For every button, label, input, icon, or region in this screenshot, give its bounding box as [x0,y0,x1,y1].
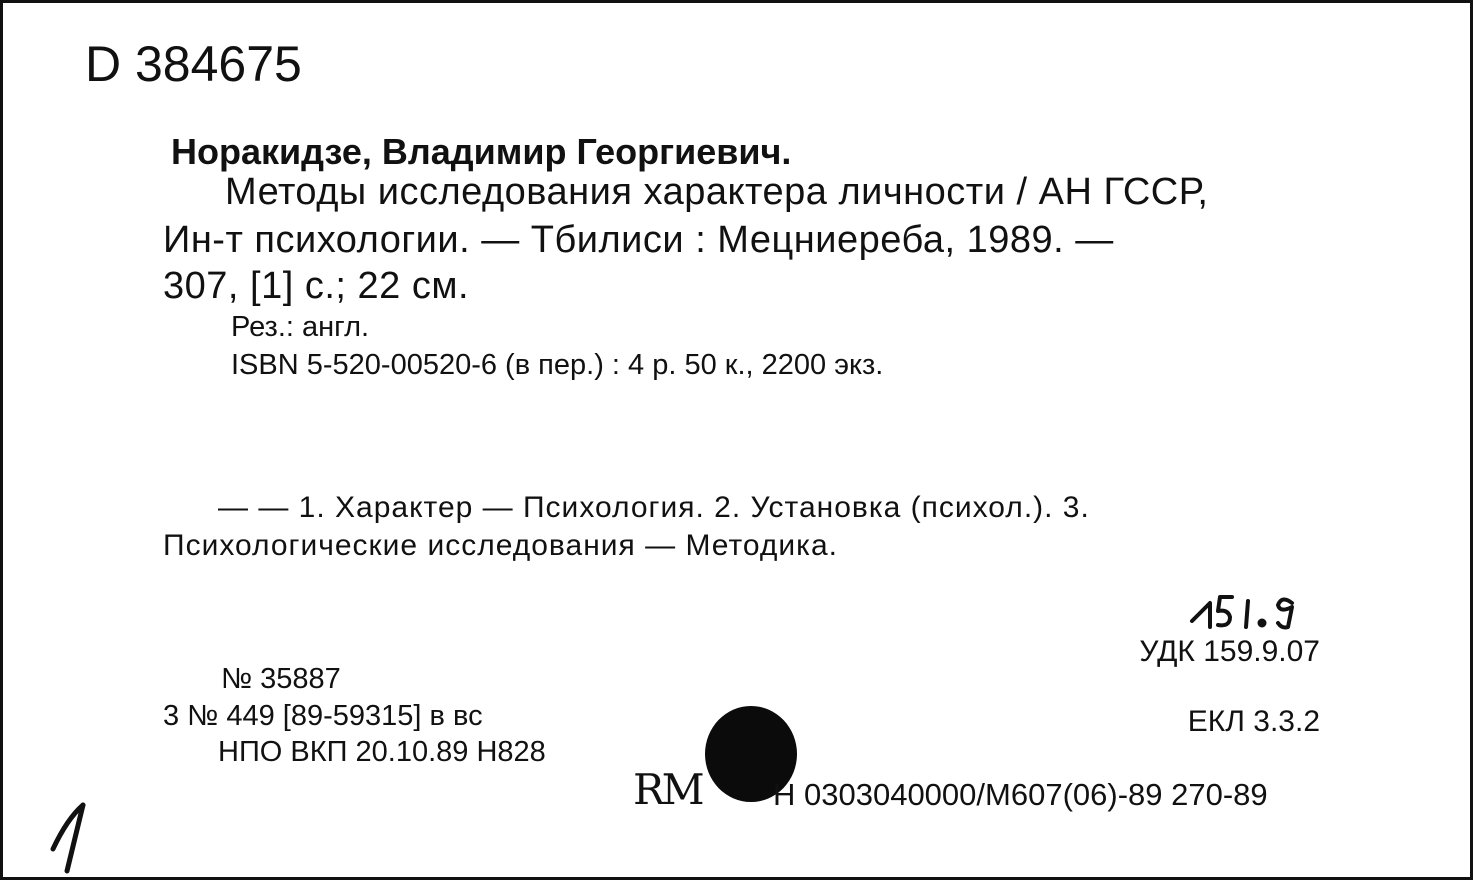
handwritten-corner-number [43,799,93,877]
udk-code: УДК 159.9.07 [1139,635,1320,668]
subjects-line-1: — — 1. Характер — Психология. 2. Установка (психол.). 3. [218,491,1090,524]
author-heading: Норакидзе, Владимир Георгиевич. [171,131,792,172]
call-number: D 384675 [85,36,302,92]
record-number: № 35887 [221,663,341,695]
title-line-2: Ин-т психологии. — Тбилиси : Мецниереба, 1989. — [163,219,1114,261]
isbn-note: ISBN 5-520-00520-6 (в пер.) : 4 р. 50 к., 2200 экз. [231,349,884,381]
subjects-line-2: Психологические исследования — Методика. [163,529,838,562]
summary-note: Рез.: англ. [231,311,370,343]
title-line-1: Методы исследования характера личности / АН ГССР, [225,171,1209,213]
ekl-code: ЕКЛ 3.3.2 [1187,705,1320,738]
title-line-3: 307, [1] с.; 22 см. [163,265,470,307]
npo-line: НПО ВКП 20.10.89 Н828 [218,736,546,768]
order-line: 3 № 449 [89-59315] в вс [163,700,483,732]
classification-code: Н 0303040000/М607(06)-89 270-89 [773,777,1268,812]
rm-mark: RM [633,765,702,814]
handwritten-class-number [1188,581,1323,631]
